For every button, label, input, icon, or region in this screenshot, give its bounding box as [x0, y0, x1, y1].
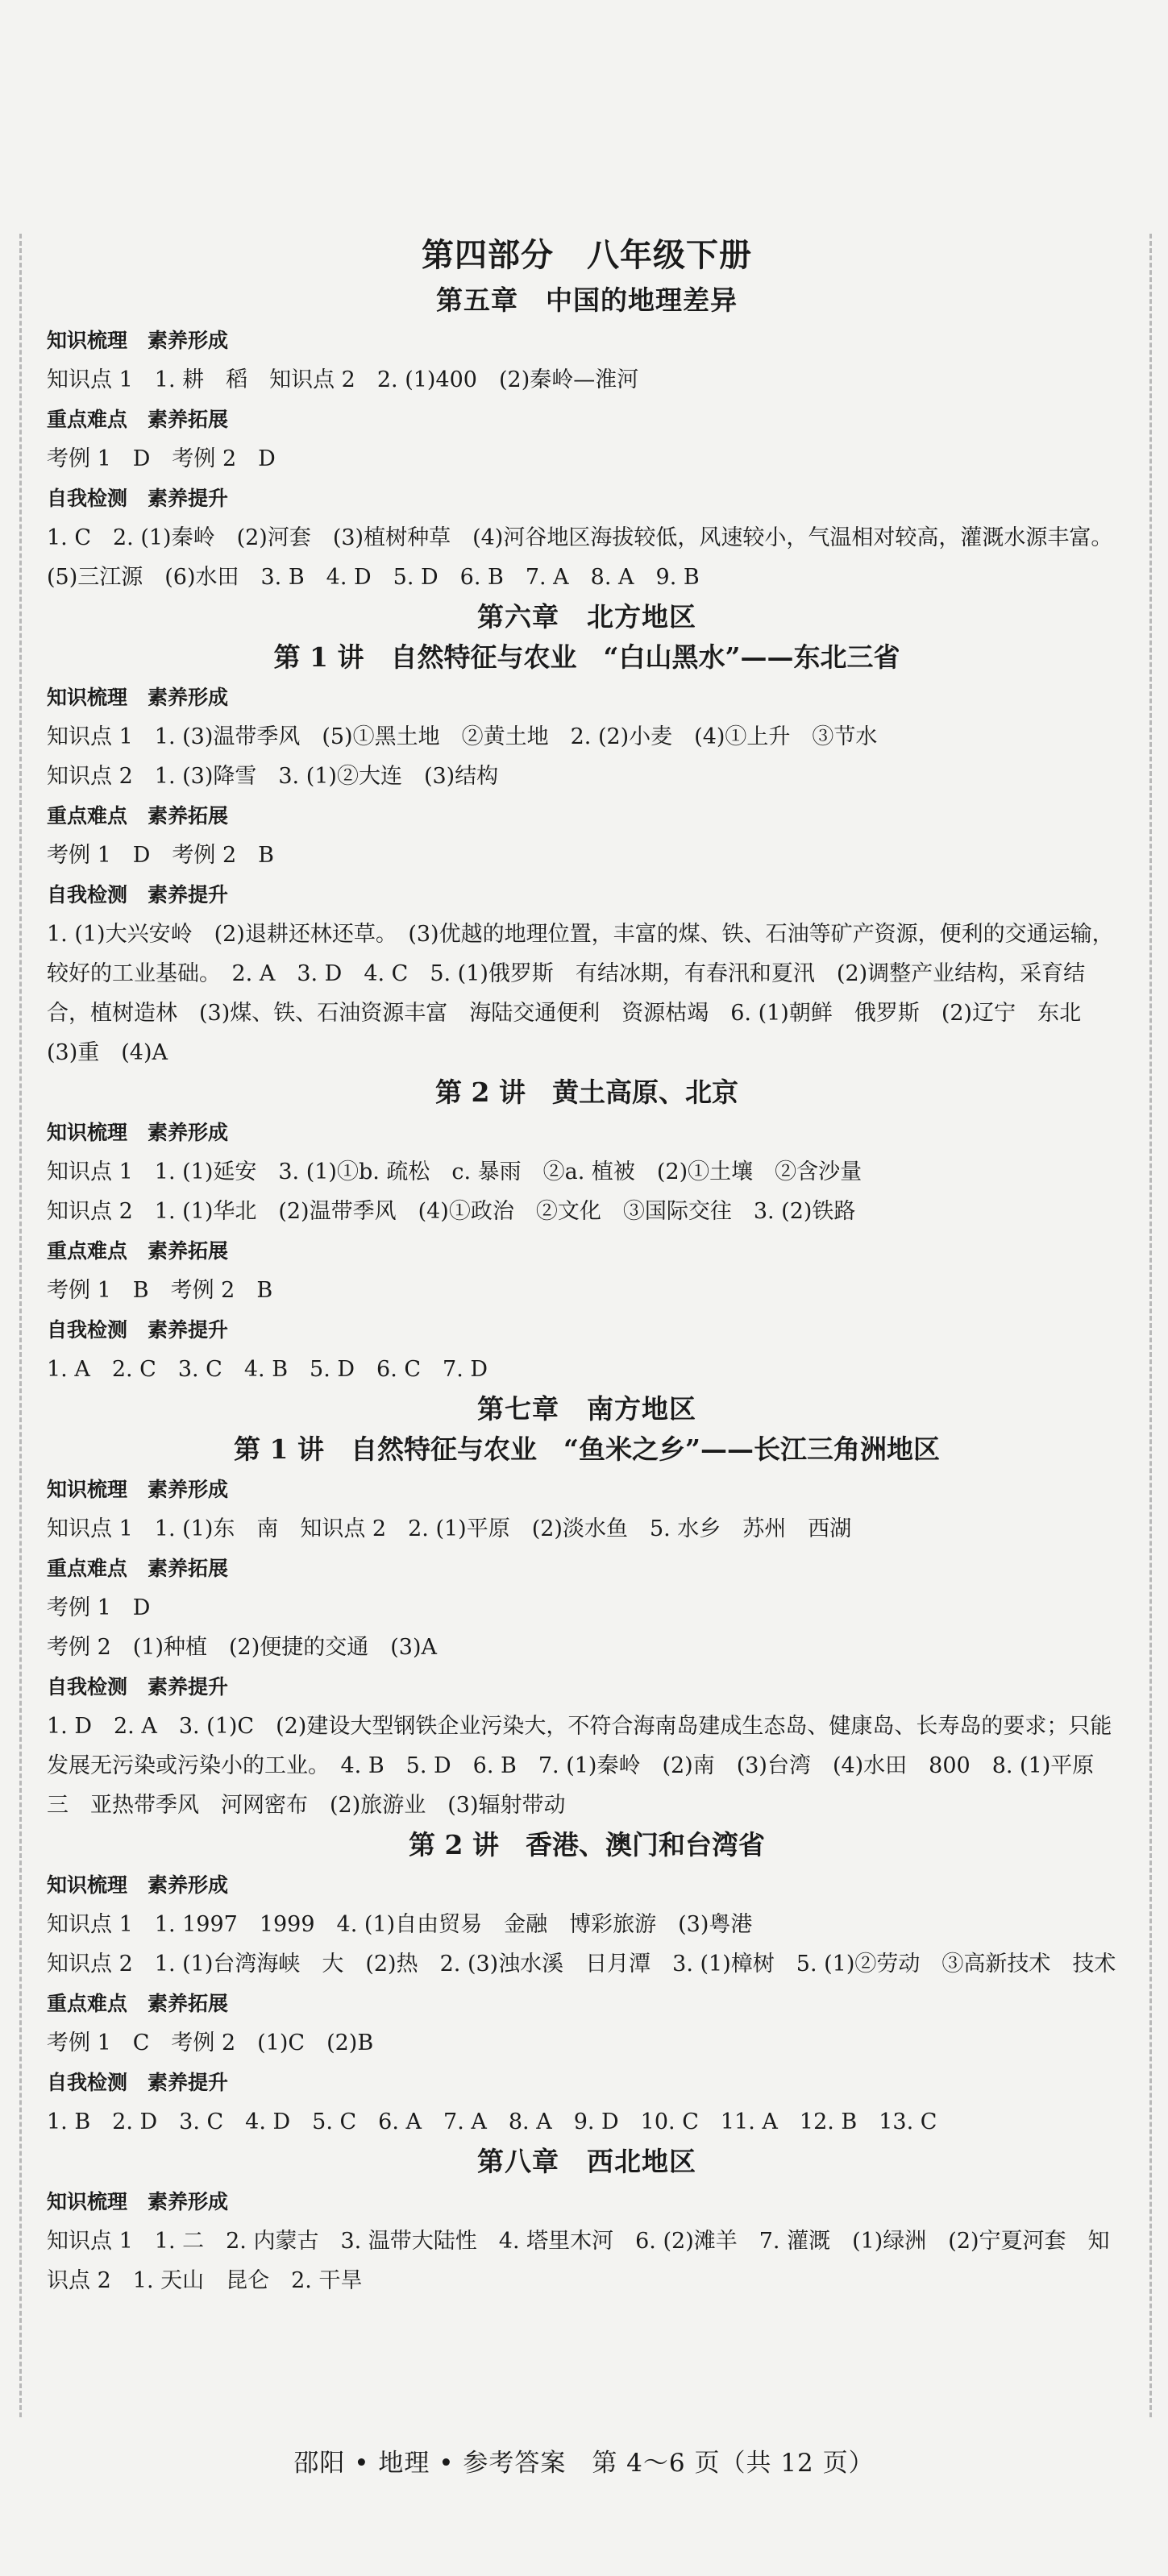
answer-line: 知识点 2 1. (1)华北 (2)温带季风 (4)①政治 ②文化 ③国际交往 3. (2)铁路: [47, 1199, 856, 1224]
answer-line: 考例 1 C 考例 2 (1)C (2)B: [47, 2031, 374, 2055]
section-heading: 重点难点 素养拓展: [47, 804, 229, 828]
answer-line: 1. B 2. D 3. C 4. D 5. C 6. A 7. A 8. A 9. D 10. C 11. A 12. B 13. C: [47, 2109, 937, 2134]
answer-line: 知识点 1 1. 1997 1999 4. (1)自由贸易 金融 博彩旅游 (3)粤港: [47, 1912, 753, 1937]
answer-line: 1. C 2. (1)秦岭 (2)河套 (3)植树种草 (4)河谷地区海拔较低，风速较小，气温相对较高，灌溉水源丰富。 (5)三江源 (6)水田 3. B 4. D 5. D 6. B 7. A 8. A 9. B: [47, 525, 1124, 590]
section-heading: 知识梳理 素养形成: [47, 1873, 229, 1897]
answer-line: 考例 1 D: [47, 1595, 151, 1620]
chapter-title: 第五章 中国的地理差异: [436, 284, 738, 316]
chapter-title: 第七章 南方地区: [477, 1393, 696, 1425]
lesson-title: 第 1 讲 自然特征与农业 “鱼米之乡”——长江三角洲地区: [234, 1433, 940, 1465]
part-title: 第四部分 八年级下册: [422, 236, 752, 274]
section-heading: 自我检测 素养提升: [47, 1318, 229, 1342]
answer-line: 1. (1)大兴安岭 (2)退耕还林还草。 (3)优越的地理位置，丰富的煤、铁、石油等矿产资源，便利的交通运输，较好的工业基础。 2. A 3. D 4. C 5. (1)俄罗斯 有结冰期，有春汛和夏汛 (2)调整产业结构，采育结合，植树造林 (3)煤、铁、石油资源丰富 海陆交通便利 资源枯竭 6. (1)朝鲜 俄罗斯 (2)辽宁 东北 (3)重 (4)A: [47, 922, 1114, 1065]
chapter-title: 第六章 北方地区: [477, 601, 696, 633]
section-heading: 知识梳理 素养形成: [47, 1478, 229, 1501]
answer-line: 知识点 2 1. (1)台湾海峡 大 (2)热 2. (3)浊水溪 日月潭 3. (1)樟树 5. (1)②劳动 ③高新技术 技术: [47, 1952, 1116, 1977]
section-heading: 重点难点 素养拓展: [47, 1992, 229, 2015]
answer-line: 知识点 1 1. (1)延安 3. (1)①b. 疏松 c. 暴雨 ②a. 植被 (2)①土壤 ②含沙量: [47, 1159, 862, 1184]
answer-line: 知识点 1 1. (3)温带季风 (5)①黑土地 ②黄土地 2. (2)小麦 (4)①上升 ③节水: [47, 724, 878, 749]
section-heading: 重点难点 素养拓展: [47, 1239, 229, 1263]
lesson-title: 第 2 讲 香港、澳门和台湾省: [409, 1829, 765, 1860]
section-heading: 知识梳理 素养形成: [47, 1121, 229, 1144]
chapter-title: 第八章 西北地区: [477, 2146, 696, 2177]
answer-line: 知识点 1 1. (1)东 南 知识点 2 2. (1)平原 (2)淡水鱼 5. 水乡 苏州 西湖: [47, 1516, 852, 1541]
answer-line: 1. A 2. C 3. C 4. B 5. D 6. C 7. D: [47, 1357, 488, 1382]
answer-line: 知识点 2 1. (3)降雪 3. (1)②大连 (3)结构: [47, 764, 499, 789]
answer-content: [47, 230, 1127, 2300]
lesson-title: 第 2 讲 黄土高原、北京: [435, 1076, 738, 1108]
section-heading: 自我检测 素养提升: [47, 1675, 229, 1699]
page-footer: 邵阳 • 地理 • 参考答案 第 4～6 页（共 12 页）: [293, 2449, 875, 2478]
answer-line: 考例 1 B 考例 2 B: [47, 1278, 273, 1303]
section-heading: 自我检测 素养提升: [47, 487, 229, 510]
answer-line: 知识点 1 1. 耕 稻 知识点 2 2. (1)400 (2)秦岭—淮河: [47, 367, 639, 392]
section-heading: 知识梳理 素养形成: [47, 329, 229, 352]
section-heading: 重点难点 素养拓展: [47, 1557, 229, 1580]
section-heading: 知识梳理 素养形成: [47, 686, 229, 709]
section-heading: 自我检测 素养提升: [47, 883, 229, 906]
section-heading: 重点难点 素养拓展: [47, 408, 229, 431]
answer-line: 考例 1 D 考例 2 B: [47, 843, 275, 868]
answer-line: 知识点 1 1. 二 2. 内蒙古 3. 温带大陆性 4. 塔里木河 6. (2)滩羊 7. 灌溉 (1)绿洲 (2)宁夏河套 知识点 2 1. 天山 昆仑 2. 干旱: [47, 2229, 1110, 2293]
answer-line: 1. D 2. A 3. (1)C (2)建设大型钢铁企业污染大，不符合海南岛建成生态岛、健康岛、长寿岛的要求；只能发展无污染或污染小的工业。 4. B 5. D 6. B 7. (1)秦岭 (2)南 (3)台湾 (4)水田 800 8. (1)平原 三 亚热带季风 河网密布 (2)旅游业 (3)辐射带动: [47, 1714, 1116, 1818]
left-dashed-border: [19, 234, 22, 2417]
section-heading: 知识梳理 素养形成: [47, 2190, 229, 2213]
lesson-title: 第 1 讲 自然特征与农业 “白山黑水”——东北三省: [273, 641, 900, 673]
right-dashed-border: [1149, 234, 1152, 2417]
answer-line: 考例 2 (1)种植 (2)便捷的交通 (3)A: [47, 1635, 437, 1660]
section-heading: 自我检测 素养提升: [47, 2071, 229, 2094]
answer-line: 考例 1 D 考例 2 D: [47, 446, 276, 471]
